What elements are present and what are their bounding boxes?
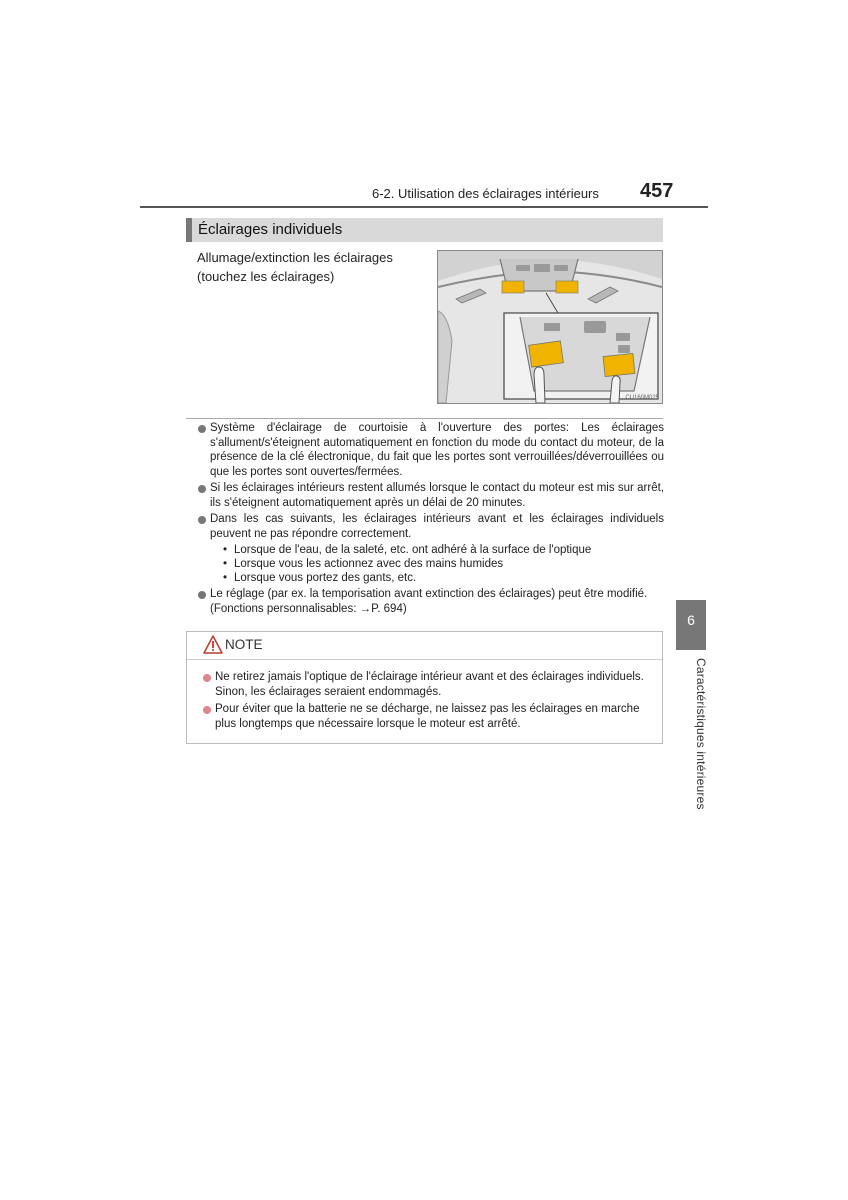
note-text-3: Dans les cas suivants, les éclairages intérieurs avant et les éclairages individuels peuvent ne pas répondre correctement.: [210, 513, 664, 540]
intro-line-2: (touchez les éclairages): [197, 269, 335, 284]
sub-bullet: •: [223, 544, 228, 556]
bullet-icon: [198, 516, 206, 524]
notice-text-2: Pour éviter que la batterie ne se décharge, ne laissez pas les éclairages en marche plus longtemps que nécessaire lorsque le moteur est arrêté.: [215, 703, 640, 730]
sub-text-2: Lorsque vous les actionnez avec des mains humides: [234, 558, 504, 570]
bullet-icon: [198, 591, 206, 599]
sub-list: [210, 543, 664, 585]
notice-text-1: Ne retirez jamais l'optique de l'éclairage intérieur avant et des éclairages individuels. Sinon, les éclairages seraient endommagés.: [215, 671, 644, 698]
sub-text-3: Lorsque vous portez des gants, etc.: [234, 572, 417, 584]
section-heading: [186, 218, 663, 242]
bullet-icon: [198, 425, 206, 433]
notes-list: [198, 421, 664, 618]
notes-divider: [186, 418, 663, 419]
warning-icon: [203, 635, 223, 654]
notice-item: [203, 702, 659, 731]
sub-bullet: •: [223, 572, 228, 584]
notice-body: [203, 670, 659, 734]
notice-item: [203, 670, 659, 699]
sub-text-1: Lorsque de l'eau, de la saleté, etc. ont adhéré à la surface de l'optique: [234, 544, 592, 556]
sub-list-item: [210, 571, 664, 585]
note-text-1: Système d'éclairage de courtoisie à l'ouverture des portes: Les éclairages s'allument/s'éteignent automatiquement en fonction du mode du contact du moteur, de la présence de la clé électronique, du fait que les portes sont verrouillées/déverrouillées ou que les portes sont ouvertes/fermées.: [210, 422, 664, 478]
note-text-2: Si les éclairages intérieurs restent allumés lorsque le contact du moteur est mis sur arrêt, ils s'éteignent automatiquement après un délai de 20 minutes.: [210, 482, 664, 509]
figure-code: CU160M025: [625, 395, 659, 401]
chapter-tab: [676, 600, 706, 650]
note-item: [198, 421, 664, 479]
chapter-side-label: Caractéristiques intérieures: [694, 658, 708, 810]
chapter-title: 6-2. Utilisation des éclairages intérieurs: [372, 186, 599, 201]
bullet-icon: [203, 674, 211, 682]
sub-list-item: [210, 543, 664, 557]
note-text-4-line-1: Le réglage (par ex. la temporisation avant extinction des éclairages) peut être modifié.: [210, 588, 648, 600]
notice-title: NOTE: [225, 637, 263, 652]
sub-bullet: •: [223, 558, 228, 570]
section-heading-text: Éclairages individuels: [198, 221, 343, 238]
intro-line-1: Allumage/extinction les éclairages: [197, 250, 393, 265]
note-item: [198, 481, 664, 510]
notice-box: [186, 631, 663, 744]
individual-lights-illustration: [437, 250, 663, 404]
header-divider: [140, 206, 708, 208]
chapter-number: 6: [687, 612, 695, 628]
note-text-4-line-2: (Fonctions personnalisables: →P. 694): [210, 602, 407, 615]
intro-text: [197, 248, 425, 286]
bullet-icon: [203, 706, 211, 714]
sub-list-item: [210, 557, 664, 571]
notice-header: [187, 632, 662, 660]
bullet-icon: [198, 485, 206, 493]
page-number: 457: [640, 180, 674, 202]
ceiling-console-drawing: [438, 251, 662, 403]
note-item: [198, 512, 664, 585]
note-item: [198, 587, 664, 616]
